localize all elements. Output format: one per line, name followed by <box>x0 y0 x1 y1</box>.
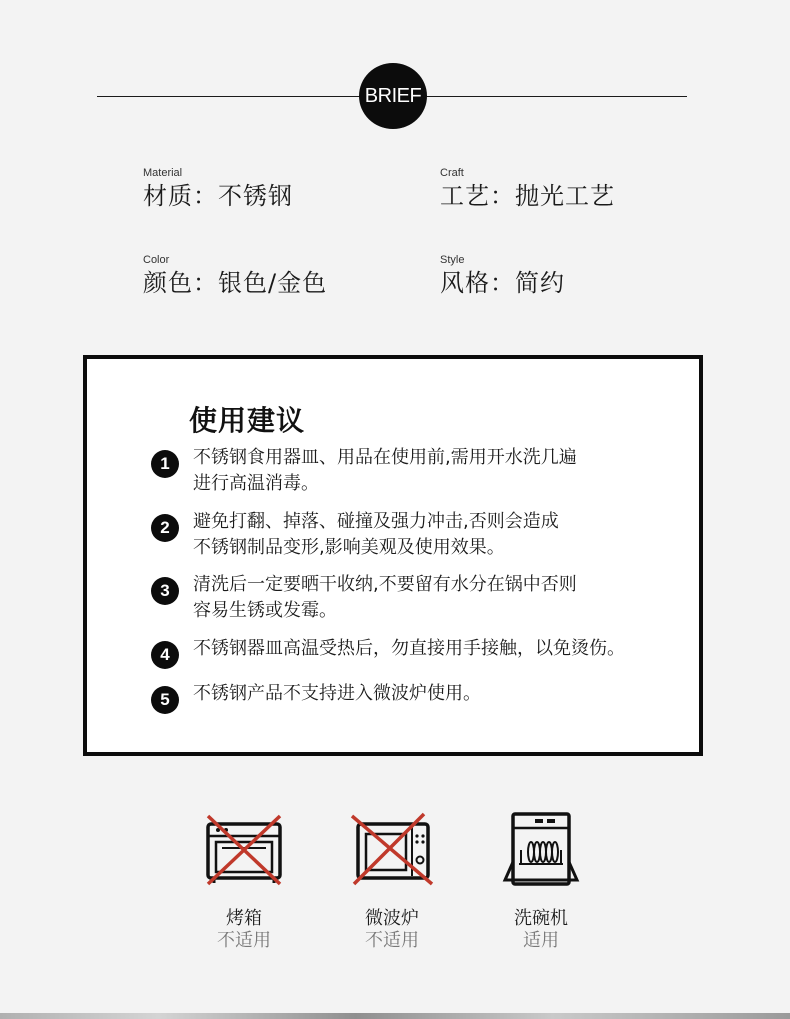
spec-material <box>143 166 293 211</box>
appliance-name: 洗碗机 <box>514 908 568 929</box>
advice-number-badge: 1 <box>151 450 179 478</box>
advice-number-badge: 4 <box>151 641 179 669</box>
appliance-status: 不适用 <box>365 930 419 951</box>
oven-icon <box>202 812 286 888</box>
advice-text: 清洗后一定要晒干收纳,不要留有水分在锅中否则 容易生锈或发霉。 <box>193 574 577 621</box>
usage-advice-box <box>83 355 703 756</box>
spec-color-en: Color <box>143 254 170 266</box>
appliance-name: 微波炉 <box>365 908 419 929</box>
spec-color <box>143 253 327 298</box>
appliance-name: 烤箱 <box>226 908 262 929</box>
spec-material-zh: 材质：不锈钢 <box>143 182 293 210</box>
appliance-microwave <box>342 812 442 952</box>
product-photo-edge <box>0 1013 790 1019</box>
appliance-dishwasher <box>491 812 591 952</box>
advice-item <box>151 636 625 669</box>
advice-number-badge: 2 <box>151 514 179 542</box>
appliance-status: 适用 <box>523 930 559 951</box>
advice-item <box>151 445 577 497</box>
spec-color-zh: 颜色：银色/金色 <box>143 269 328 297</box>
advice-item <box>151 681 481 714</box>
usage-advice-title: 使用建议 <box>189 404 306 437</box>
spec-craft-en: Craft <box>440 167 464 179</box>
advice-text: 不锈钢器皿高温受热后，勿直接用手接触，以免烫伤。 <box>193 638 625 659</box>
brief-badge: BRIEF <box>359 63 427 129</box>
spec-craft <box>440 166 615 211</box>
advice-text: 不锈钢产品不支持进入微波炉使用。 <box>193 683 481 704</box>
appliance-status: 不适用 <box>217 930 271 951</box>
appliance-oven <box>194 812 294 952</box>
microwave-icon <box>350 812 434 888</box>
advice-item <box>151 509 559 561</box>
spec-style-zh: 风格：简约 <box>440 269 565 297</box>
spec-style <box>440 253 565 298</box>
spec-craft-zh: 工艺：抛光工艺 <box>440 182 615 210</box>
advice-number-badge: 3 <box>151 577 179 605</box>
advice-number-badge: 5 <box>151 686 179 714</box>
spec-material-en: Material <box>143 167 183 179</box>
advice-text: 避免打翻、掉落、碰撞及强力冲击,否则会造成 不锈钢制品变形,影响美观及使用效果。 <box>193 511 559 558</box>
dishwasher-icon <box>499 812 583 888</box>
advice-text: 不锈钢食用器皿、用品在使用前,需用开水洗几遍 进行高温消毒。 <box>193 447 577 494</box>
spec-style-en: Style <box>440 254 465 266</box>
advice-item <box>151 572 577 624</box>
